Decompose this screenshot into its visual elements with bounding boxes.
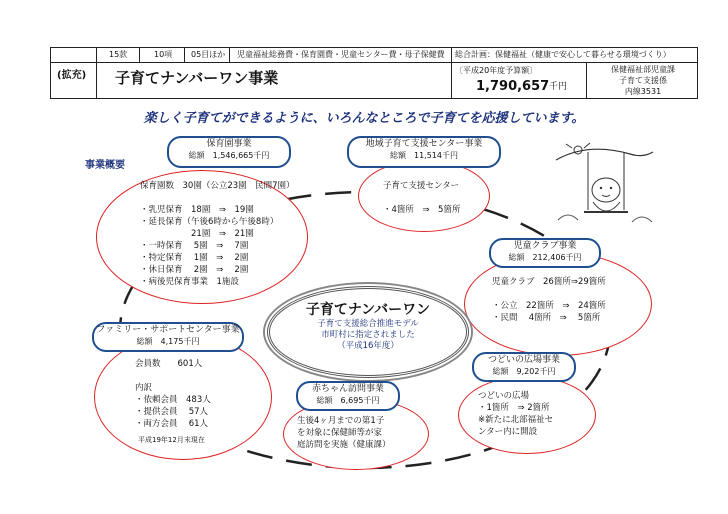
page-title: 子育てナンバーワン事業	[115, 69, 279, 87]
swing-illustration	[548, 140, 658, 235]
tsudoi-pill	[472, 352, 576, 382]
budget-unit: 千円	[549, 82, 568, 92]
center-title: 子育てナンバーワン	[305, 302, 431, 318]
extension-cell: 内線3531	[624, 87, 662, 96]
chiiki-details: 子育て支援センター ・4箇所 ⇒ 5箇所	[383, 181, 461, 215]
budget-items-cell: 児童福祉総務費・保育園費・児童センター費・母子保健費	[237, 50, 445, 59]
tsudoi-name: つどいの広場事業	[487, 355, 560, 365]
budget-amount: 1,790,657	[476, 79, 550, 94]
center-line2: 市町村に指定されました	[321, 330, 415, 340]
hoikuen-pill	[167, 136, 291, 168]
chiiki-pill	[347, 136, 501, 168]
dept-cell: 保健福祉部児童課	[611, 65, 675, 74]
family-details: 会員数 601人 内訳 ・依頼会員 483人 ・提供会員 57人 ・両方会員 61人	[135, 359, 211, 429]
chiiki-name: 地域子育て支援センター事業	[365, 139, 483, 149]
plan-cell: 総合計画：保健福祉（健康で安心して暮らせる環境づくり）	[455, 50, 671, 59]
slogan: 楽しく子育てができるように、いろんなところで子育てを応援しています。	[143, 111, 585, 126]
status-badge: (拡充)	[57, 70, 87, 81]
family-amount: 総額 4,175千円	[136, 337, 200, 346]
center-line3: （平成16年度）	[337, 341, 399, 351]
tsudoi-amount: 総額 9,202千円	[492, 367, 556, 376]
kou-cell: 10項	[154, 50, 173, 59]
hoikuen-name: 保育園事業	[206, 139, 252, 149]
jidou-details: 児童クラブ 26箇所⇒29箇所 ・公立 22箇所 ⇒ 24箇所 ・民間 4箇所 ⇒ 5箇所	[492, 277, 606, 323]
moku-cell: 05目ほか	[191, 50, 226, 59]
chiiki-amount: 総額 11,514千円	[390, 151, 458, 160]
akachan-name: 赤ちゃん訪問事業	[311, 384, 384, 394]
akachan-details: 生後4ヶ月までの第1子 を対象に保健師等が家 庭訪問を実施（健康課）	[297, 416, 391, 450]
overview-label: 事業概要	[85, 160, 125, 171]
hoikuen-amount: 総額 1,546,665千円	[188, 151, 270, 160]
center-line1: 子育て支援総合推進モデル	[317, 319, 419, 329]
family-name: ファミリー・サポートセンター事業	[96, 325, 240, 335]
jidou-amount: 総額 212,406千円	[508, 253, 582, 262]
family-note: 平成19年12月末現在	[138, 436, 205, 444]
akachan-amount: 総額 6,695千円	[316, 396, 380, 405]
budget-label: 〔平成20年度予算額〕	[455, 66, 538, 75]
jidou-pill	[489, 238, 601, 268]
section-cell: 子育て支援係	[619, 76, 667, 85]
jidou-name: 児童クラブ事業	[513, 241, 577, 251]
hoikuen-details: 保育園数 30園（公立23園 民間7園） ・乳児保育 18園 ⇒ 19園 ・延長保育（午後6時から午後8時） 21園 ⇒ 21園 ・一時保育 5園 ⇒ 7園 ・特定保育 1園 ⇒ 2園 ・休日保育 2園 ⇒ 2園 ・病後児保育事業 1施設	[140, 181, 295, 287]
kan-cell: 15款	[109, 50, 128, 59]
tsudoi-details: つどいの広場 ・1箇所 ⇒ 2箇所 ※新たに北部福祉セ ンター内に開設	[478, 391, 554, 437]
center-oval	[267, 286, 469, 378]
akachan-pill	[296, 381, 400, 411]
family-pill	[92, 322, 244, 352]
